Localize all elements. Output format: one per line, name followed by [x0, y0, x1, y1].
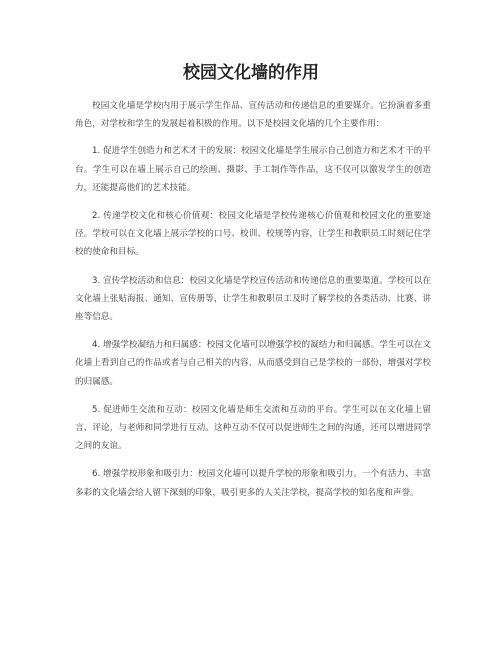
point-paragraph-6: 6. 增强学校形象和吸引力：校园文化墙可以提升学校的形象和吸引力。一个有活力、丰富多彩的文化墙会给人留下深刻的印象，吸引更多的人关注学校，提高学校的知名度和声誉。 [75, 469, 431, 498]
point-paragraph-5: 5. 促进师生交流和互动：校园文化墙是师生交流和互动的平台。学生可以在文化墙上留言、评论，与老师和同学进行互动。这种互动不仅可以促进师生之间的沟通，还可以增进同学之间的友谊。 [75, 404, 431, 452]
document-body [75, 97, 431, 512]
intro-paragraph: 校园文化墙是学校内用于展示学生作品、宣传活动和传递信息的重要媒介。它扮演着多重角色，对学校和学生的发展起着积极的作用。以下是校园文化墙的几个主要作用： [75, 101, 431, 130]
point-paragraph-2: 2. 传递学校文化和核心价值观：校园文化墙是学校传递核心价值观和校园文化的重要途径。学校可以在文化墙上展示学校的口号、校训、校规等内容，让学生和教职员工时刻记住学校的使命和目标。 [75, 211, 431, 258]
point-paragraph-3: 3. 宣传学校活动和信息：校园文化墙是学校宣传活动和传递信息的重要渠道。学校可以在文化墙上张贴海报、通知、宣传册等，让学生和教职员工及时了解学校的各类活动、比赛、讲座等信息。 [75, 275, 431, 323]
point-paragraph-4: 4. 增强学校凝结力和归属感：校园文化墙可以增强学校的凝结力和归属感。学生可以在文化墙上看到自己的作品或者与自己相关的内容，从而感受到自己是学校的一部份，增强对学校的归属感。 [75, 340, 431, 387]
point-paragraph-1: 1. 促进学生创造力和艺术才干的发展：校园文化墙是学生展示自己创造力和艺术才干的平台。学生可以在墙上展示自己的绘画、摄影、手工制作等作品，这不仅可以激发学生的创造力，还能提高他们的艺术技能。 [75, 146, 431, 193]
document-title: 校园文化墙的作用 [183, 63, 319, 83]
